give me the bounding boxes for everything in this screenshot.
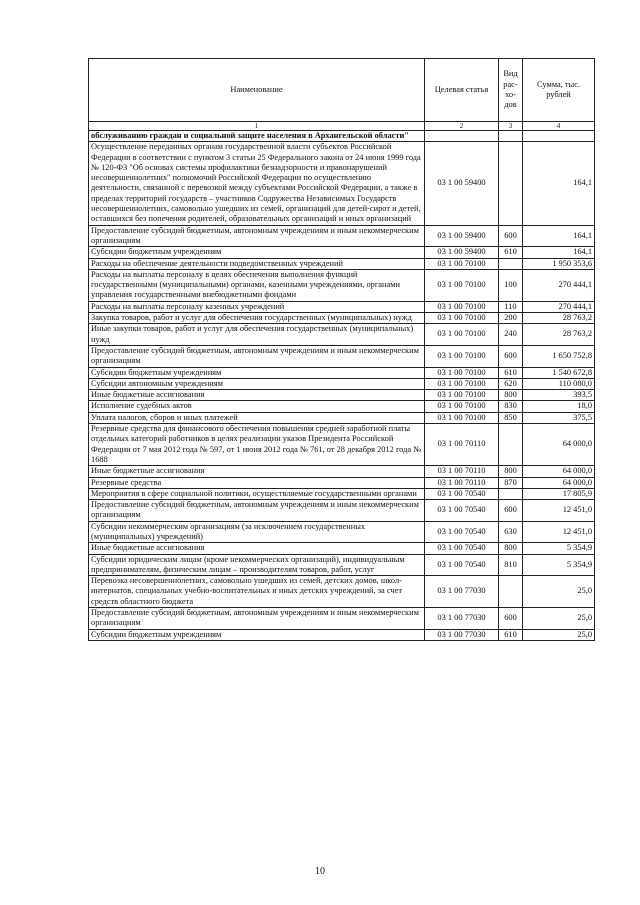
row-sum-cell: 18,0 <box>523 401 595 412</box>
table-row <box>89 608 595 630</box>
row-name-cell: Предоставление субсидий бюджетным, автономным учреждениям и иным некоммерческим организациям <box>89 345 425 367</box>
row-type-cell: 620 <box>499 378 523 389</box>
row-type-cell: 800 <box>499 543 523 554</box>
row-code-cell: 03 1 00 59400 <box>425 142 499 225</box>
table-row <box>89 412 595 423</box>
row-name-cell: Расходы на выплаты персоналу в целях обеспечения выполнения функций государственными (муниципальными) органами, казенными учреждениями, органами управления государственными внебюджетными фондами <box>89 269 425 301</box>
column-number: 2 <box>425 122 499 131</box>
table-row <box>89 367 595 378</box>
row-sum-cell <box>523 131 595 142</box>
row-code-cell: 03 1 00 77030 <box>425 608 499 630</box>
row-code-cell: 03 1 00 70100 <box>425 313 499 324</box>
row-code-cell: 03 1 00 70540 <box>425 488 499 499</box>
table-body <box>89 131 595 641</box>
table-row <box>89 301 595 312</box>
row-sum-cell: 5 354,9 <box>523 543 595 554</box>
row-code-cell: 03 1 00 59400 <box>425 247 499 258</box>
table-row <box>89 131 595 142</box>
column-number-row <box>89 122 595 131</box>
row-sum-cell: 25,0 <box>523 608 595 630</box>
page-number: 10 <box>315 866 325 877</box>
row-name-cell: Предоставление субсидий бюджетным, автономным учреждениям и иным некоммерческим организациям <box>89 500 425 522</box>
row-type-cell: 600 <box>499 345 523 367</box>
row-type-cell: 610 <box>499 367 523 378</box>
row-name-cell: Предоставление субсидий бюджетным, автономным учреждениям и иным некоммерческим организациям <box>89 225 425 247</box>
row-type-cell: 850 <box>499 412 523 423</box>
table-row <box>89 390 595 401</box>
row-code-cell: 03 1 00 70540 <box>425 521 499 543</box>
row-sum-cell: 12 451,0 <box>523 521 595 543</box>
row-type-cell: 810 <box>499 554 523 576</box>
row-sum-cell: 270 444,1 <box>523 269 595 301</box>
row-type-cell: 830 <box>499 401 523 412</box>
row-type-cell: 200 <box>499 313 523 324</box>
row-code-cell: 03 1 00 70540 <box>425 543 499 554</box>
row-code-cell <box>425 131 499 142</box>
row-name-cell: Перевозка несовершеннолетних, самовольно ушедших из семей, детских домов, школ-интернатов, специальных учебно-воспитательных и иных детских учреждений, за счет средств областного бюджета <box>89 576 425 608</box>
table-row <box>89 543 595 554</box>
row-code-cell: 03 1 00 70110 <box>425 424 499 466</box>
table-row <box>89 424 595 466</box>
row-sum-cell: 1 950 353,6 <box>523 258 595 269</box>
table-row <box>89 500 595 522</box>
header-code: Целевая статья <box>425 59 499 122</box>
row-sum-cell: 17 805,9 <box>523 488 595 499</box>
row-sum-cell: 64 000,0 <box>523 466 595 477</box>
row-name-cell: Мероприятия в сфере социальной политики, осуществляемые государственными органами <box>89 488 425 499</box>
row-type-cell: 870 <box>499 477 523 488</box>
row-type-cell <box>499 576 523 608</box>
row-name-cell: обслуживанию граждан и социальной защите населения в Архангельской области" <box>89 131 425 142</box>
table-row <box>89 247 595 258</box>
table-row <box>89 401 595 412</box>
column-number: 4 <box>523 122 595 131</box>
row-code-cell: 03 1 00 70110 <box>425 477 499 488</box>
row-type-cell: 610 <box>499 629 523 640</box>
row-sum-cell: 25,0 <box>523 576 595 608</box>
row-sum-cell: 12 451,0 <box>523 500 595 522</box>
row-name-cell: Субсидии юридическим лицам (кроме некоммерческих организаций), индивидуальным предпринимателям, физическим лицам – производителям товаров, работ, услуг <box>89 554 425 576</box>
row-code-cell: 03 1 00 70540 <box>425 554 499 576</box>
row-type-cell: 240 <box>499 324 523 346</box>
table-row <box>89 378 595 389</box>
row-type-cell <box>499 131 523 142</box>
row-sum-cell: 5 354,9 <box>523 554 595 576</box>
row-type-cell: 600 <box>499 608 523 630</box>
row-code-cell: 03 1 00 70100 <box>425 324 499 346</box>
row-type-cell <box>499 258 523 269</box>
row-code-cell: 03 1 00 70100 <box>425 367 499 378</box>
column-number: 1 <box>89 122 425 131</box>
row-code-cell: 03 1 00 70100 <box>425 378 499 389</box>
row-type-cell: 110 <box>499 301 523 312</box>
row-code-cell: 03 1 00 59400 <box>425 225 499 247</box>
row-name-cell: Иные бюджетные ассигнования <box>89 466 425 477</box>
row-sum-cell: 375,5 <box>523 412 595 423</box>
row-sum-cell: 64 000,0 <box>523 477 595 488</box>
row-sum-cell: 270 444,1 <box>523 301 595 312</box>
row-type-cell: 800 <box>499 466 523 477</box>
row-code-cell: 03 1 00 77030 <box>425 629 499 640</box>
row-code-cell: 03 1 00 77030 <box>425 576 499 608</box>
row-sum-cell: 164,1 <box>523 225 595 247</box>
budget-table <box>88 58 595 641</box>
row-sum-cell: 164,1 <box>523 142 595 225</box>
row-sum-cell: 393,5 <box>523 390 595 401</box>
header-name: Наименование <box>89 59 425 122</box>
table-row <box>89 466 595 477</box>
header-type: Вид рас-хо-дов <box>499 59 523 122</box>
row-sum-cell: 110 080,0 <box>523 378 595 389</box>
row-type-cell <box>499 142 523 225</box>
table-row <box>89 345 595 367</box>
row-code-cell: 03 1 00 70100 <box>425 258 499 269</box>
row-name-cell: Расходы на обеспечение деятельности подведомственных учреждений <box>89 258 425 269</box>
row-name-cell: Осуществление переданных органам государственной власти субъектов Российской Федерации в соответствии с пунктом 3 статьи 25 Федерального закона от 24 июня 1999 года № 120-ФЗ "Об основах системы профилактики безнадзорности и правонарушений несовершеннолетних" полномочий Российской Федерации по осуществлению деятельности, связанной с перевозкой между субъектами Российской Федерации, а также в пределах территорий государств – участников Содружества Независимых Государств несовершеннолетних, самовольно ушедших из семей, организаций для детей-сирот и детей, оставшихся без попечения родителей, образовательных организаций и иных организаций <box>89 142 425 225</box>
row-code-cell: 03 1 00 70100 <box>425 301 499 312</box>
table-row <box>89 258 595 269</box>
row-code-cell: 03 1 00 70100 <box>425 269 499 301</box>
table-row <box>89 313 595 324</box>
table-row <box>89 324 595 346</box>
row-type-cell: 630 <box>499 521 523 543</box>
row-sum-cell: 1 650 752,8 <box>523 345 595 367</box>
row-name-cell: Иные закупки товаров, работ и услуг для обеспечения государственных (муниципальных) нужд <box>89 324 425 346</box>
header-row <box>89 59 595 122</box>
column-number: 3 <box>499 122 523 131</box>
row-code-cell: 03 1 00 70100 <box>425 412 499 423</box>
row-name-cell: Иные бюджетные ассигнования <box>89 390 425 401</box>
row-code-cell: 03 1 00 70100 <box>425 390 499 401</box>
table-row <box>89 488 595 499</box>
row-name-cell: Субсидии бюджетным учреждениям <box>89 367 425 378</box>
row-code-cell: 03 1 00 70100 <box>425 345 499 367</box>
row-name-cell: Закупка товаров, работ и услуг для обеспечения государственных (муниципальных) нужд <box>89 313 425 324</box>
row-name-cell: Исполнение судебных актов <box>89 401 425 412</box>
row-type-cell: 610 <box>499 247 523 258</box>
row-sum-cell: 28 763,2 <box>523 313 595 324</box>
header-sum: Сумма, тыс. рублей <box>523 59 595 122</box>
row-type-cell <box>499 488 523 499</box>
row-code-cell: 03 1 00 70110 <box>425 466 499 477</box>
row-name-cell: Субсидии бюджетным учреждениям <box>89 247 425 258</box>
row-sum-cell: 1 540 672,8 <box>523 367 595 378</box>
table-row <box>89 554 595 576</box>
row-sum-cell: 64 000,0 <box>523 424 595 466</box>
row-name-cell: Резервные средства для финансового обеспечения повышения средней заработной платы отдельных категорий работников в целях реализации указов Президента Российской Федерации от 7 мая 2012 года № 597, от 1 июня 2012 года № 761, от 28 декабря 2012 года № 1688 <box>89 424 425 466</box>
row-sum-cell: 28 763,2 <box>523 324 595 346</box>
row-name-cell: Резервные средства <box>89 477 425 488</box>
table-row <box>89 477 595 488</box>
row-name-cell: Расходы на выплаты персоналу казенных учреждений <box>89 301 425 312</box>
row-type-cell <box>499 424 523 466</box>
row-name-cell: Субсидии бюджетным учреждениям <box>89 629 425 640</box>
row-name-cell: Субсидии автономным учреждениям <box>89 378 425 389</box>
row-name-cell: Субсидии некоммерческим организациям (за исключением государственных (муниципальных) учреждений) <box>89 521 425 543</box>
row-sum-cell: 25,0 <box>523 629 595 640</box>
row-code-cell: 03 1 00 70100 <box>425 401 499 412</box>
table-row <box>89 225 595 247</box>
row-type-cell: 800 <box>499 390 523 401</box>
table-row <box>89 576 595 608</box>
row-name-cell: Иные бюджетные ассигнования <box>89 543 425 554</box>
row-name-cell: Предоставление субсидий бюджетным, автономным учреждениям и иным некоммерческим организациям <box>89 608 425 630</box>
row-code-cell: 03 1 00 70540 <box>425 500 499 522</box>
row-type-cell: 100 <box>499 269 523 301</box>
table-row <box>89 521 595 543</box>
row-name-cell: Уплата налогов, сборов и иных платежей <box>89 412 425 423</box>
row-type-cell: 600 <box>499 225 523 247</box>
row-type-cell: 600 <box>499 500 523 522</box>
table-row <box>89 142 595 225</box>
row-sum-cell: 164,1 <box>523 247 595 258</box>
table-row <box>89 629 595 640</box>
table-row <box>89 269 595 301</box>
